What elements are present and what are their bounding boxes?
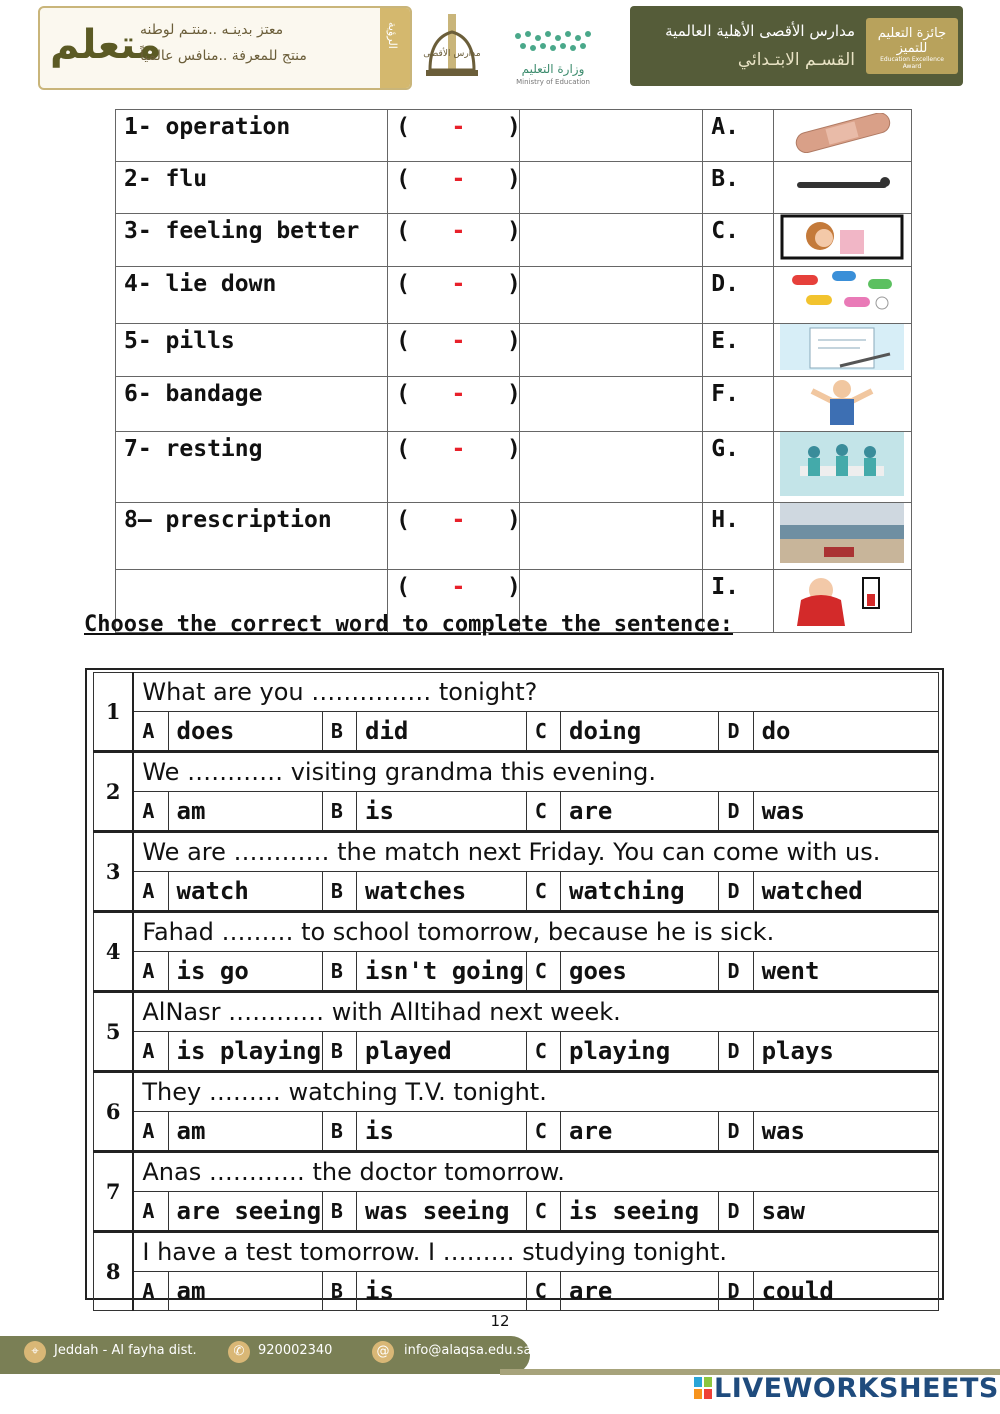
option-choice[interactable]: am [168,1272,322,1311]
option-choice[interactable]: is [357,792,527,832]
question-number: 4 [94,912,134,992]
matching-row [116,110,912,162]
open-paren: ( [396,114,410,140]
school-name: مدارس الأقصى الأهلية العالمية [665,22,855,40]
girl-with-tissue-picture [773,214,911,267]
brand-name: LIVEWORKSHEETS [714,1373,999,1404]
question-text: We ………… visiting grandma this evening. [133,752,938,792]
option-letter: A [133,1272,168,1311]
open-paren: ( [396,218,410,244]
answer-cell[interactable] [520,432,703,503]
liveworksheets-logo-icon [694,1377,712,1399]
option-letter: D [719,712,753,752]
option-letter: B [322,792,356,832]
answer-cell[interactable] [520,377,703,432]
question-row [94,832,939,872]
close-paren: ) [506,114,521,140]
question-number: 6 [94,1072,134,1152]
option-choice[interactable]: watches [357,872,527,912]
option-letter: A [133,872,168,912]
option-letter: A [133,1112,168,1152]
slogan-line-2: منتج للمعرفة ..منافس عالمياً [140,48,307,64]
match-letter: A. [703,110,774,162]
option-letter: B [322,1192,356,1232]
options-row [94,1112,939,1152]
option-choice[interactable]: isn't going [357,952,527,992]
school-name-banner [630,6,963,86]
page-header [38,6,963,92]
option-choice[interactable]: do [753,712,938,752]
sick-cartoon-picture [773,570,911,633]
option-choice[interactable]: is seeing [561,1192,719,1232]
option-letter: A [133,1032,168,1072]
answer-cell[interactable] [520,324,703,377]
option-choice[interactable]: does [168,712,322,752]
close-paren: ) [506,436,521,462]
option-letter: D [719,1272,753,1311]
option-choice[interactable]: watch [168,872,322,912]
match-blank[interactable] [388,214,520,267]
ministry-name: وزارة التعليم [521,62,585,76]
blank-dash: - [451,574,466,600]
option-choice[interactable]: watching [561,872,719,912]
close-paren: ) [506,271,521,297]
option-choice[interactable]: are seeing [168,1192,322,1232]
option-choice[interactable]: goes [561,952,719,992]
school-section: القسـم الابتـدائي [737,50,855,70]
match-letter: I. [703,570,774,633]
option-letter: C [526,712,560,752]
blank-dash: - [451,218,466,244]
award-title: جائزة التعليم للتميز [877,26,947,56]
answer-cell[interactable] [520,267,703,324]
match-word: 3- feeling better [116,214,388,267]
close-paren: ) [506,328,521,354]
option-letter: D [719,792,753,832]
match-blank[interactable] [388,377,520,432]
blank-dash: - [451,271,466,297]
question-row [94,1152,939,1192]
matching-row [116,432,912,503]
option-choice[interactable]: doing [561,712,719,752]
question-row [94,912,939,952]
school-logo [418,10,488,88]
option-letter: C [526,872,560,912]
ministry-name-en: Ministry of Education [516,78,590,86]
location-icon: ⌖ [24,1341,46,1363]
options-row [94,952,939,992]
slogan-word: متعلم [50,22,162,68]
option-letter: B [322,1112,356,1152]
option-choice[interactable]: could [753,1272,938,1311]
matching-table [115,109,912,633]
multiple-choice-box [85,668,944,1305]
option-letter: D [719,1192,753,1232]
open-paren: ( [396,574,410,600]
match-letter: F. [703,377,774,432]
blank-dash: - [451,507,466,533]
option-letter: B [322,712,356,752]
liveworksheets-brand[interactable] [694,1373,999,1404]
pills-picture [773,267,911,324]
match-letter: G. [703,432,774,503]
option-choice[interactable]: watched [753,872,938,912]
option-choice[interactable]: are [561,792,719,832]
matching-row [116,162,912,214]
option-choice[interactable]: did [357,712,527,752]
question-row [94,752,939,792]
award-title-en: Education Excellence Award [880,56,944,70]
option-letter: A [133,792,168,832]
vision-tab [380,8,410,88]
option-letter: D [719,952,753,992]
option-choice[interactable]: is playing [168,1032,322,1072]
question-text: AlNasr ………… with AlItihad next week. [133,992,938,1032]
question-row [94,992,939,1032]
question-row [94,673,939,712]
question-text: What are you …………… tonight? [133,673,938,712]
question-number: 2 [94,752,134,832]
match-letter: H. [703,503,774,570]
close-paren: ) [506,218,521,244]
person-lying-down-picture [773,162,911,214]
option-letter: B [322,872,356,912]
option-letter: D [719,872,753,912]
close-paren: ) [506,574,521,600]
question-row [94,1072,939,1112]
options-row [94,1032,939,1072]
match-letter: E. [703,324,774,377]
option-choice[interactable]: is [357,1272,527,1311]
question-text: Anas ………… the doctor tomorrow. [133,1152,938,1192]
option-choice[interactable]: are [561,1112,719,1152]
option-choice[interactable]: was seeing [357,1192,527,1232]
match-word: 5- pills [116,324,388,377]
answer-cell[interactable] [520,162,703,214]
options-row [94,872,939,912]
options-row [94,1272,939,1311]
question-number: 8 [94,1232,134,1311]
match-word: 6- bandage [116,377,388,432]
man-stretching-picture [773,377,911,432]
option-letter: D [719,1112,753,1152]
question-text: I have a test tomorrow. I ……… studying tonight. [133,1232,938,1272]
question-number: 3 [94,832,134,912]
close-paren: ) [506,381,521,407]
matching-row [116,324,912,377]
blank-dash: - [451,166,466,192]
option-choice[interactable]: are [561,1272,719,1311]
option-choice[interactable]: saw [753,1192,938,1232]
answer-cell[interactable] [520,110,703,162]
option-choice[interactable]: went [753,952,938,992]
option-letter: C [526,792,560,832]
options-row [94,792,939,832]
close-paren: ) [506,507,521,533]
instruction-heading: Choose the correct word to complete the sentence: [84,612,734,637]
slogan-line-1: معتز بدينـه ..منتـم لوطنه [140,22,284,38]
option-choice[interactable]: was [753,792,938,832]
option-choice[interactable]: is [357,1112,527,1152]
match-letter: D. [703,267,774,324]
match-blank[interactable] [388,267,520,324]
match-blank[interactable] [388,110,520,162]
matching-row [116,503,912,570]
answer-cell[interactable] [520,503,703,570]
question-text: We are ………… the match next Friday. You can come with us. [133,832,938,872]
match-word: 4- lie down [116,267,388,324]
question-row [94,1232,939,1272]
match-letter: B. [703,162,774,214]
blank-dash: - [451,114,466,140]
option-letter: D [719,1032,753,1072]
footer-email[interactable]: info@alaqsa.edu.sa [404,1343,532,1358]
open-paren: ( [396,381,410,407]
options-row [94,712,939,752]
match-word: 7- resting [116,432,388,503]
bandage-picture [773,110,911,162]
question-number: 1 [94,673,134,752]
option-letter: B [322,1272,356,1311]
slogan-banner [38,6,412,90]
question-text: Fahad ……… to school tomorrow, because he is sick. [133,912,938,952]
page-number: 12 [490,1312,510,1330]
open-paren: ( [396,436,410,462]
options-row [94,1192,939,1232]
answer-cell[interactable] [520,214,703,267]
open-paren: ( [396,328,410,354]
match-blank[interactable] [388,503,520,570]
open-paren: ( [396,166,410,192]
option-choice[interactable]: am [168,792,322,832]
school-logo-text: مدارس الأقصى [423,49,481,59]
option-letter: B [322,952,356,992]
match-blank[interactable] [388,432,520,503]
open-paren: ( [396,271,410,297]
match-word: 1- operation [116,110,388,162]
footer-phone: 920002340 [258,1343,333,1358]
option-letter: C [526,1032,560,1072]
blank-dash: - [451,381,466,407]
operating-room-picture [773,432,911,503]
close-paren: ) [506,166,521,192]
email-icon: @ [372,1341,394,1363]
option-letter: A [133,712,168,752]
ministry-logo [508,26,598,88]
option-choice[interactable]: was [753,1112,938,1152]
option-choice[interactable]: is go [168,952,322,992]
option-choice[interactable]: playing [561,1032,719,1072]
option-choice[interactable]: plays [753,1032,938,1072]
vision-label: الرؤية [386,22,399,49]
blank-dash: - [451,328,466,354]
option-letter: A [133,952,168,992]
matching-row [116,267,912,324]
open-paren: ( [396,507,410,533]
match-word: 2- flu [116,162,388,214]
option-letter: C [526,1112,560,1152]
match-blank[interactable] [388,162,520,214]
option-letter: C [526,1272,560,1311]
option-choice[interactable]: am [168,1112,322,1152]
footer-address: Jeddah - Al fayha dist. [54,1343,197,1358]
question-text: They ……… watching T.V. tonight. [133,1072,938,1112]
option-choice[interactable]: played [357,1032,527,1072]
question-number: 5 [94,992,134,1072]
match-word: 8– prescription [116,503,388,570]
phone-icon: ✆ [228,1341,250,1363]
multiple-choice-table [93,672,939,1311]
award-badge [866,18,958,74]
matching-row [116,377,912,432]
option-letter: C [526,952,560,992]
option-letter: A [133,1192,168,1232]
matching-row [116,214,912,267]
prescription-picture [773,324,911,377]
match-letter: C. [703,214,774,267]
beach-rest-picture [773,503,911,570]
option-letter: B [322,1032,356,1072]
blank-dash: - [451,436,466,462]
match-blank[interactable] [388,324,520,377]
option-letter: C [526,1192,560,1232]
question-number: 7 [94,1152,134,1232]
